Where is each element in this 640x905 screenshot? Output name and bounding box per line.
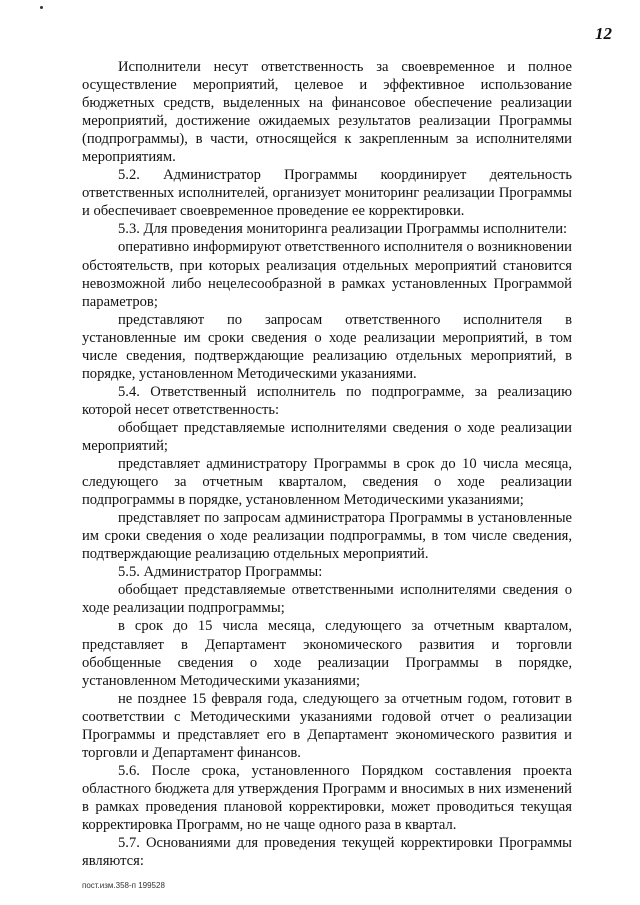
paragraph-5-7: 5.7. Основаниями для проведения текущей корректировки Программы являются: (82, 835, 572, 870)
paragraph-5-4: 5.4. Ответственный исполнитель по подпрограмме, за реализацию которой несет ответственность: (82, 383, 572, 418)
paragraph-5-2: 5.2. Администратор Программы координирует деятельность ответственных исполнителей, организует мониторинг реализации Программы и обеспечивает своевременное проведение ее корректировки. (82, 167, 572, 220)
paragraph-5-5-item-1: обобщает представляемые ответственными исполнителями сведения о ходе реализации подпрограммы; (82, 582, 572, 617)
paragraph-5-5-item-3: не позднее 15 февраля года, следующего за отчетным годом, готовит в соответствии с Методическими указаниями годовой отчет о реализации Программы и представляет его в Департамент экономического развития и торговли и Департамент финансов. (82, 690, 572, 761)
paragraph-5-3: 5.3. Для проведения мониторинга реализации Программы исполнители: (118, 221, 568, 238)
paragraph-5-4-item-2: представляет администратору Программы в срок до 10 числа месяца, следующего за отчетным кварталом, сведения о ходе реализации подпрограммы в порядке, установленном Методическими указаниями; (82, 456, 572, 509)
paragraph-5-3-item-1: оперативно информируют ответственного исполнителя о возникновении обстоятельств, при которых реализация отдельных мероприятий становится невозможной либо нецелесообразной в рамках установленных Программой параметров; (82, 239, 572, 310)
paragraph-5-4-item-3: представляет по запросам администратора Программы в установленные им сроки сведения о ходе реализации подпрограммы, в том числе сведения, подтверждающие реализацию отдельных мероприятий. (82, 510, 572, 563)
paragraph-5-5-item-2: в срок до 15 числа месяца, следующего за отчетным кварталом, представляет в Департамент экономического развития и торговли обобщенные сведения о ходе реализации Программы в порядке, установленном Методическими указаниями; (82, 618, 572, 689)
document-body (82, 58, 572, 870)
page-number: 12 (595, 24, 612, 43)
paragraph-5-6: 5.6. После срока, установленного Порядком составления проекта областного бюджета для утверждения Программ и вносимых в них изменений в рамках проведения плановой корректировки, может проводиться текущая корректировка Программ, но не чаще одного раза в квартал. (82, 762, 572, 833)
paragraph-5-5: 5.5. Администратор Программы: (118, 564, 323, 581)
paragraph-5-3-item-2: представляют по запросам ответственного исполнителя в установленные им сроки сведения о ходе реализации мероприятий, в том числе сведения, подтверждающие реализацию отдельных мероприятий, в порядке, установленном Методическими указаниями. (82, 311, 572, 382)
paragraph-5-4-item-1: обобщает представляемые исполнителями сведения о ходе реализации мероприятий; (82, 419, 572, 454)
footer-document-code: пост.изм.358-п 199528 (82, 881, 165, 890)
scan-speck (40, 6, 43, 9)
paragraph-executors-responsibility: Исполнители несут ответственность за своевременное и полное осуществление мероприятий, целевое и эффективное использование бюджетных средств, выделенных на финансовое обеспечение реализации мероприятий, достижение ожидаемых результатов реализации Программы (подпрограммы), в части, относящейся к закрепленным за исполнителями мероприятиям. (82, 59, 572, 166)
